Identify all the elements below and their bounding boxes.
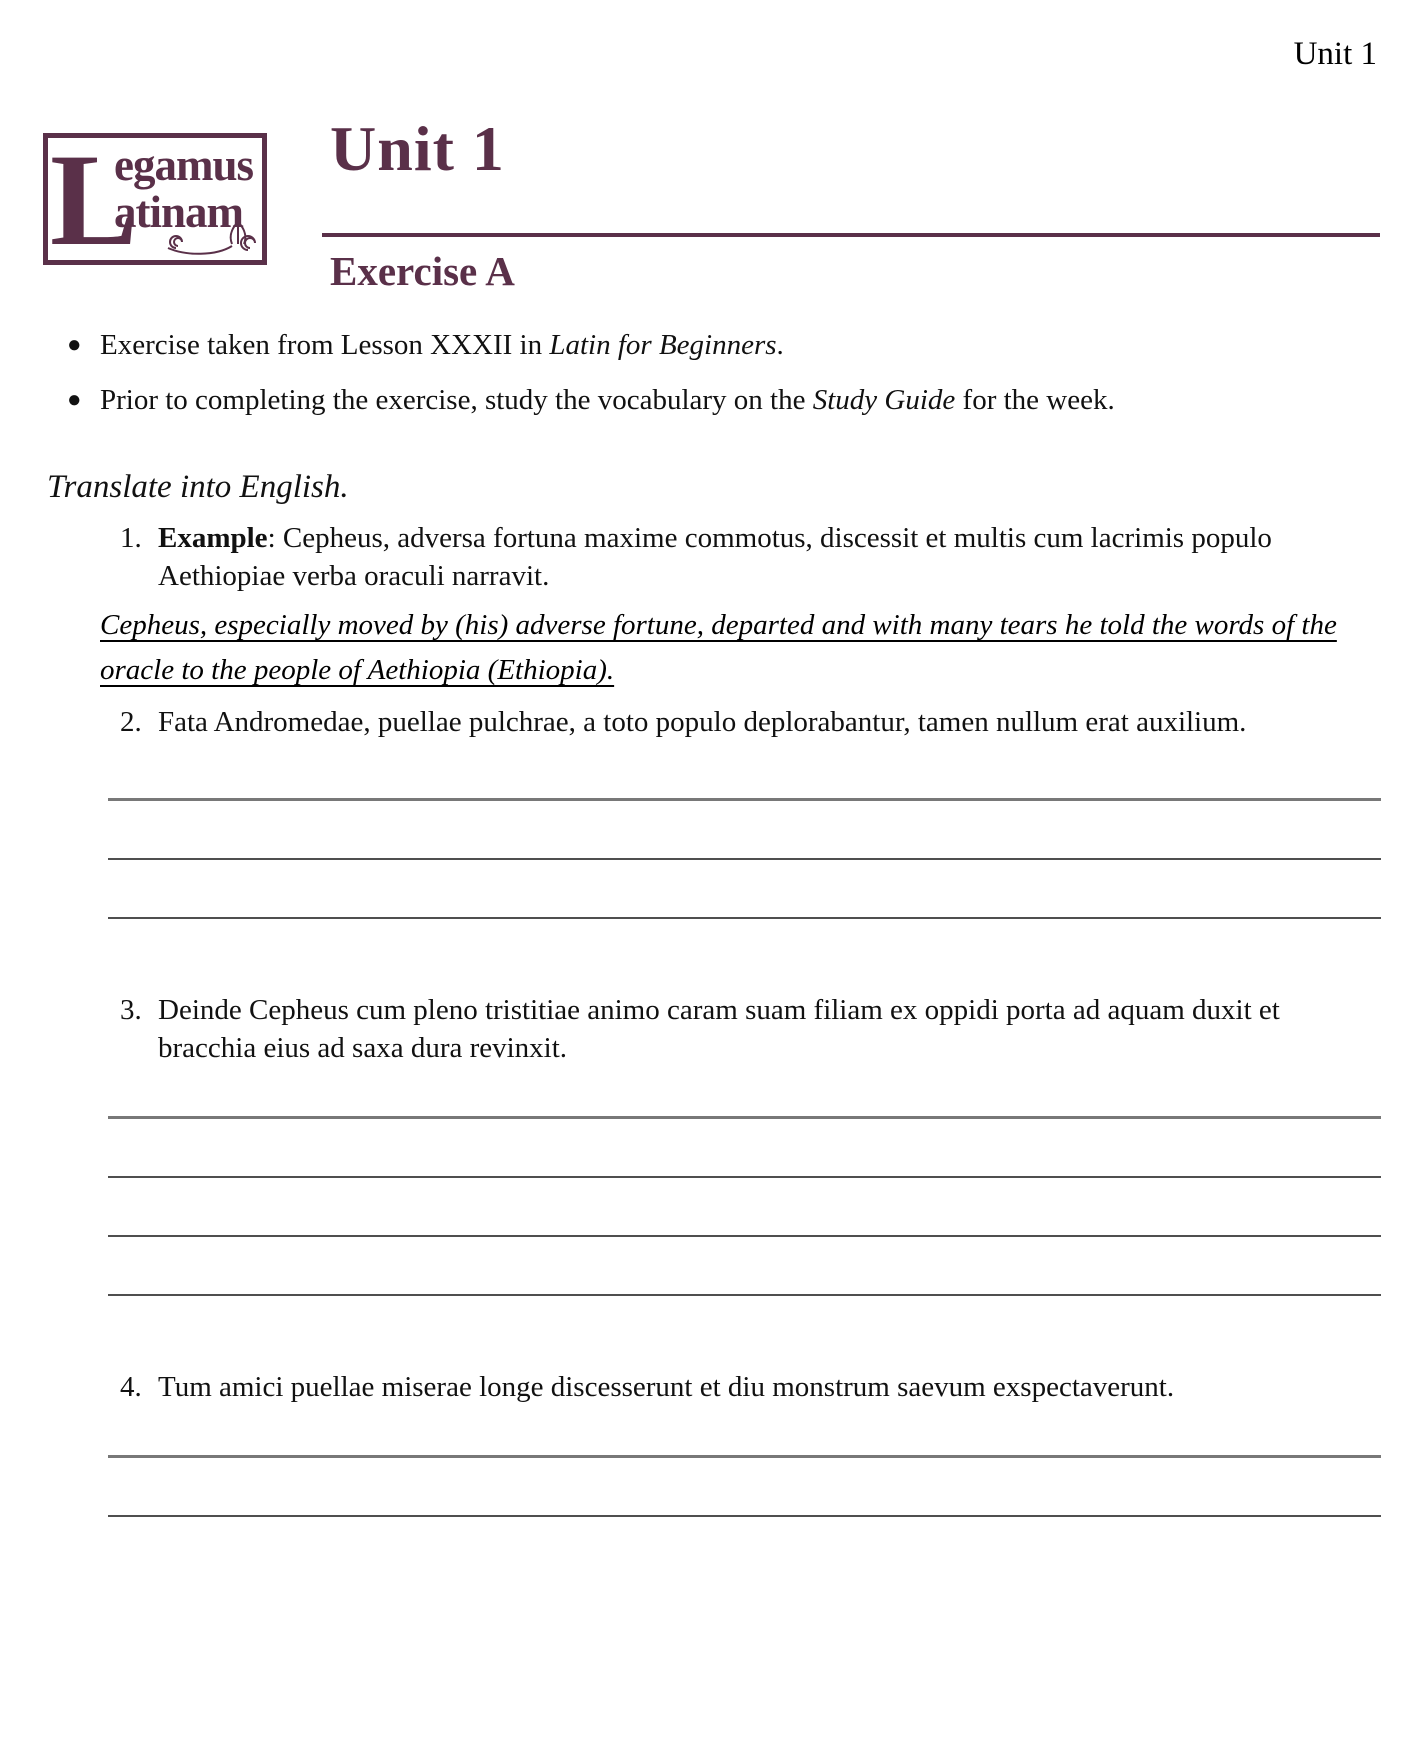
bullet-item — [67, 381, 1381, 419]
item-number: 1. — [120, 522, 142, 554]
flourish-icon — [166, 218, 258, 258]
answer-line — [108, 860, 1381, 919]
exercise-heading: Exercise A — [330, 248, 515, 294]
unit-heading: Unit 1 — [330, 113, 505, 184]
exercise-item-3 — [120, 991, 1381, 1296]
bullet-item — [67, 326, 1381, 364]
bullet-dot-icon: ● — [67, 332, 82, 358]
item-number: 3. — [120, 994, 142, 1026]
answer-blank-lines — [108, 1398, 1381, 1517]
example-answer-text: Cepheus, especially moved by (his) adverse fortune, departed and with many tears he told the words of the oracle to the people of Aethiopia (Ethiopia). — [100, 609, 1337, 686]
answer-line — [108, 1398, 1381, 1458]
bullet-dot-icon: ● — [67, 387, 82, 413]
exercise-item-1 — [100, 519, 1381, 693]
answer-line — [108, 741, 1381, 801]
answer-line — [108, 1458, 1381, 1517]
exercise-item-2 — [120, 703, 1381, 919]
translate-instruction: Translate into English. — [47, 469, 349, 505]
page-corner-unit-label: Unit 1 — [1293, 36, 1377, 72]
bullet-text: Exercise taken from Lesson XXXII in Latin for Beginners. — [100, 329, 784, 361]
instructions-bullet-list — [0, 326, 1411, 419]
answer-line — [108, 1119, 1381, 1178]
logo-word-line1: egamus — [114, 140, 253, 190]
item-sentence: Tum amici puellae miserae longe discesserunt et diu monstrum saevum exspectaverunt. — [158, 1371, 1175, 1403]
bullet-text: Prior to completing the exercise, study the vocabulary on the Study Guide for the week. — [100, 384, 1115, 416]
exercise-items — [100, 519, 1381, 1517]
exercise-item-4 — [120, 1368, 1381, 1517]
item-sentence: Fata Andromedae, puellae pulchrae, a toto populo deplorabantur, tamen nullum erat auxilium. — [158, 706, 1247, 738]
answer-line — [108, 1237, 1381, 1296]
answer-blank-lines — [108, 1059, 1381, 1296]
item-sentence: Deinde Cepheus cum pleno tristitiae animo caram suam filiam ex oppidi porta ad aquam duxit et bracchia eius ad saxa dura revinxit. — [158, 994, 1280, 1064]
item-number: 4. — [120, 1371, 142, 1403]
answer-line — [108, 1178, 1381, 1237]
answer-line — [108, 801, 1381, 860]
answer-line — [108, 1059, 1381, 1119]
header-divider — [322, 233, 1380, 237]
answer-blank-lines — [108, 741, 1381, 919]
logo-initial-letter: L — [50, 133, 139, 265]
item-sentence: Example: Cepheus, adversa fortuna maxime commotus, discessit et multis cum lacrimis populo Aethiopiae verba oraculi narravit. — [158, 522, 1272, 592]
legamus-latinam-logo — [43, 133, 267, 265]
logo-word-line2: atinam — [114, 187, 243, 237]
item-number: 2. — [120, 706, 142, 738]
